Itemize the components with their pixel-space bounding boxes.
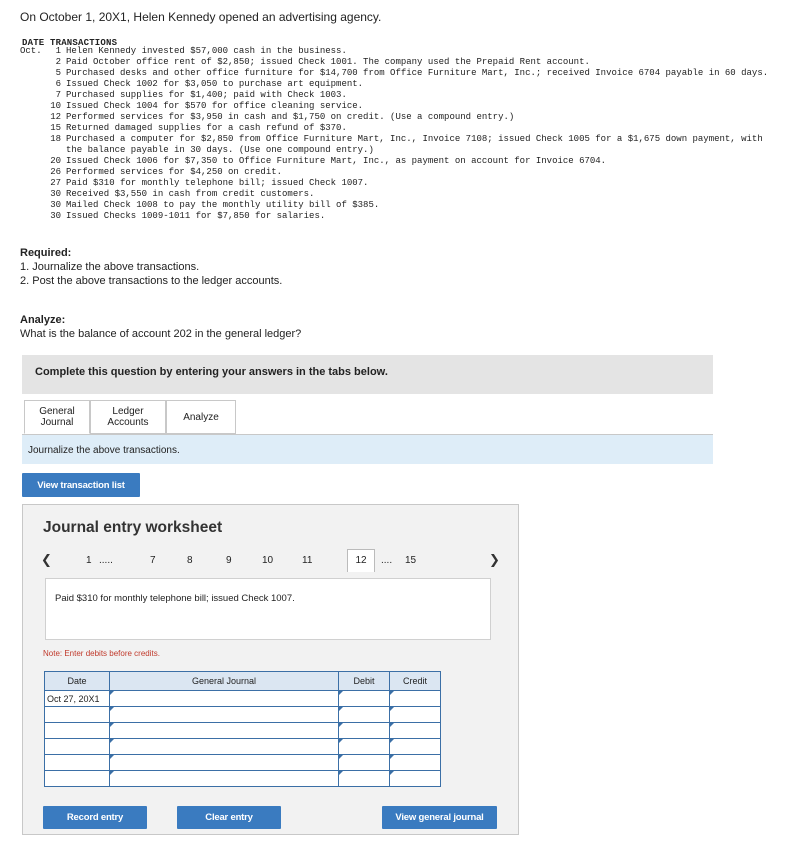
cell-corner-marker-icon	[390, 723, 394, 727]
transaction-row	[20, 134, 780, 156]
analyze-question: What is the balance of account 202 in the general ledger?	[20, 328, 302, 340]
pager-page-8[interactable]: 8	[187, 555, 193, 566]
credit-input[interactable]	[390, 739, 441, 755]
date-cell[interactable]	[45, 723, 110, 739]
cell-corner-marker-icon	[339, 691, 343, 695]
transaction-text: Issued Check 1002 for $3,050 to purchase art equipment.	[66, 79, 364, 89]
transaction-month	[20, 57, 44, 68]
journal-table	[44, 671, 441, 787]
transaction-day: 7	[55, 90, 61, 100]
transaction-month	[20, 189, 44, 200]
cell-corner-marker-icon	[339, 707, 343, 711]
required-section	[20, 246, 282, 288]
cell-corner-marker-icon	[390, 771, 394, 775]
transaction-day: 30	[50, 211, 61, 221]
transaction-month	[20, 156, 44, 167]
transaction-row	[20, 46, 780, 57]
account-select[interactable]	[110, 755, 339, 771]
journal-row	[45, 707, 441, 723]
worksheet-title: Journal entry worksheet	[43, 519, 223, 536]
debit-input[interactable]	[339, 691, 390, 707]
pager-ellipsis: ....	[381, 555, 393, 566]
cell-corner-marker-icon	[390, 707, 394, 711]
credit-input[interactable]	[390, 707, 441, 723]
transaction-month	[20, 200, 44, 211]
cell-corner-marker-icon	[390, 739, 394, 743]
transaction-day: 30	[50, 200, 61, 210]
pager-page-10[interactable]: 10	[262, 555, 274, 566]
pager-page-9[interactable]: 9	[226, 555, 232, 566]
transaction-month	[20, 167, 44, 178]
credit-input[interactable]	[390, 723, 441, 739]
required-heading: Required:	[20, 247, 72, 259]
journal-entry-worksheet	[22, 504, 519, 835]
transaction-row	[20, 123, 780, 134]
analyze-heading: Analyze:	[20, 314, 66, 326]
transaction-text: Performed services for $3,950 in cash and $1,750 on credit. (Use a compound entry.)	[66, 112, 515, 122]
tab-ledger-accounts[interactable]: Ledger Accounts	[90, 400, 166, 434]
cell-corner-marker-icon	[110, 707, 114, 711]
transactions-header: DATE TRANSACTIONS	[22, 38, 118, 48]
view-general-journal-button[interactable]: View general journal	[382, 806, 497, 829]
transaction-day: 18	[50, 134, 61, 144]
date-cell[interactable]	[45, 771, 110, 787]
transaction-text: Paid $310 for monthly telephone bill; issued Check 1007.	[66, 178, 369, 188]
credit-input[interactable]	[390, 771, 441, 787]
instructions-banner	[22, 355, 713, 394]
pager-page-7[interactable]: 7	[150, 555, 156, 566]
transaction-day: 1	[55, 46, 61, 56]
tab-analyze[interactable]: Analyze	[166, 400, 236, 434]
transaction-day: 20	[50, 156, 61, 166]
transaction-text: Issued Check 1006 for $7,350 to Office Furniture Mart, Inc., as payment on account for Invoice 6704.	[66, 156, 607, 166]
transaction-day: 26	[50, 167, 61, 177]
cell-corner-marker-icon	[110, 723, 114, 727]
transaction-row	[20, 90, 780, 101]
transaction-month	[20, 101, 44, 112]
banner-text: Complete this question by entering your answers in the tabs below.	[35, 366, 388, 378]
pager-page-15[interactable]: 15	[405, 555, 417, 566]
analyze-section	[20, 313, 301, 341]
cell-corner-marker-icon	[110, 771, 114, 775]
cell-corner-marker-icon	[110, 739, 114, 743]
tab-instruction-text: Journalize the above transactions.	[28, 445, 180, 456]
date-value: Oct 27, 20X1	[47, 693, 100, 704]
transaction-row	[20, 211, 780, 222]
column-header-general-journal: General Journal	[110, 672, 339, 691]
pager-page-current[interactable]: 12	[347, 549, 375, 572]
transaction-month	[20, 90, 44, 101]
credit-input[interactable]	[390, 691, 441, 707]
transaction-day: 5	[55, 68, 61, 78]
chevron-right-icon[interactable]: ❯	[489, 552, 500, 567]
cell-corner-marker-icon	[110, 755, 114, 759]
transaction-text: Performed services for $4,250 on credit.	[66, 167, 283, 177]
transaction-day: 10	[50, 101, 61, 111]
account-select[interactable]	[110, 739, 339, 755]
pager-page-11[interactable]: 11	[302, 555, 313, 566]
date-cell[interactable]	[45, 755, 110, 771]
transaction-day: 12	[50, 112, 61, 122]
transaction-text: Purchased desks and other office furniture for $14,700 from Office Furniture Mart, Inc.; received Invoice 6704 payable in 60 days.	[66, 68, 769, 78]
clear-entry-button[interactable]: Clear entry	[177, 806, 281, 829]
debit-input[interactable]	[339, 771, 390, 787]
transaction-row	[20, 189, 780, 200]
transaction-description: Paid $310 for monthly telephone bill; issued Check 1007.	[55, 593, 295, 604]
transaction-day: 6	[55, 79, 61, 89]
cell-corner-marker-icon	[339, 739, 343, 743]
cell-corner-marker-icon	[339, 771, 343, 775]
transaction-month	[20, 79, 44, 90]
journal-row	[45, 739, 441, 755]
view-transaction-list-button[interactable]: View transaction list	[22, 473, 140, 497]
column-header-debit: Debit	[339, 672, 390, 691]
cell-corner-marker-icon	[390, 691, 394, 695]
transaction-row	[20, 79, 780, 90]
transaction-row	[20, 101, 780, 112]
transaction-text: Received $3,550 in cash from credit customers.	[66, 189, 315, 199]
date-cell[interactable]	[45, 707, 110, 723]
transaction-month	[20, 211, 44, 222]
transaction-row	[20, 167, 780, 178]
required-item: 2. Post the above transactions to the ledger accounts.	[20, 275, 283, 287]
column-header-credit: Credit	[390, 672, 441, 691]
account-select[interactable]	[110, 691, 339, 707]
transaction-text: Helen Kennedy invested $57,000 cash in the business.	[66, 46, 347, 56]
pager-page-1[interactable]: 1	[86, 555, 92, 566]
transaction-month: Oct.	[20, 46, 42, 56]
transaction-row	[20, 68, 780, 79]
cell-corner-marker-icon	[339, 723, 343, 727]
account-select[interactable]	[110, 771, 339, 787]
transaction-month	[20, 123, 44, 134]
transaction-row	[20, 178, 780, 189]
transaction-day: 27	[50, 178, 61, 188]
transaction-month	[20, 112, 44, 123]
intro-text: On October 1, 20X1, Helen Kennedy opened an advertising agency.	[20, 10, 382, 24]
journal-row	[45, 723, 441, 739]
transaction-row	[20, 57, 780, 68]
transaction-text: Issued Check 1004 for $570 for office cleaning service.	[66, 101, 364, 111]
debit-input[interactable]	[339, 739, 390, 755]
date-cell[interactable]	[45, 691, 110, 707]
transaction-day: 15	[50, 123, 61, 133]
tab-instruction-bar	[22, 435, 713, 464]
credit-input[interactable]	[390, 755, 441, 771]
account-select[interactable]	[110, 723, 339, 739]
transaction-month	[20, 68, 44, 79]
journal-row	[45, 755, 441, 771]
transaction-day: 2	[55, 57, 61, 67]
transaction-text: Purchased supplies for $1,400; paid with Check 1003.	[66, 90, 347, 100]
transaction-row	[20, 200, 780, 211]
entry-pager	[41, 549, 501, 573]
transaction-text: Issued Checks 1009-1011 for $7,850 for salaries.	[66, 211, 326, 221]
entry-note: Note: Enter debits before credits.	[43, 649, 160, 658]
transaction-row	[20, 156, 780, 167]
transaction-day: 30	[50, 189, 61, 199]
transaction-month	[20, 178, 44, 189]
transaction-description-box	[45, 578, 491, 640]
transaction-text: Paid October office rent of $2,850; issued Check 1001. The company used the Prepaid Rent account.	[66, 57, 590, 67]
pager-ellipsis: .....	[99, 555, 113, 566]
debit-input[interactable]	[339, 723, 390, 739]
journal-row	[45, 771, 441, 787]
tab-general-journal[interactable]: General Journal	[24, 400, 90, 434]
journal-row	[45, 691, 441, 707]
debit-input[interactable]	[339, 755, 390, 771]
transaction-text: Returned damaged supplies for a cash refund of $370.	[66, 123, 347, 133]
date-cell[interactable]	[45, 739, 110, 755]
tab-bar	[24, 400, 236, 434]
transaction-month	[20, 134, 44, 156]
transaction-text: Purchased a computer for $2,850 from Office Furniture Mart, Inc., Invoice 7108; issued Check 1005 for a $1,675 down payment, with the balance payable in 30 days. (Use one compound entry.)	[66, 134, 769, 155]
column-header-date: Date	[45, 672, 110, 691]
cell-corner-marker-icon	[339, 755, 343, 759]
transaction-text: Mailed Check 1008 to pay the monthly utility bill of $385.	[66, 200, 380, 210]
account-select[interactable]	[110, 707, 339, 723]
cell-corner-marker-icon	[110, 691, 114, 695]
chevron-left-icon[interactable]: ❮	[41, 552, 52, 567]
transaction-list	[20, 46, 780, 222]
required-item: 1. Journalize the above transactions.	[20, 261, 200, 273]
transaction-row	[20, 112, 780, 123]
debit-input[interactable]	[339, 707, 390, 723]
record-entry-button[interactable]: Record entry	[43, 806, 147, 829]
cell-corner-marker-icon	[390, 755, 394, 759]
